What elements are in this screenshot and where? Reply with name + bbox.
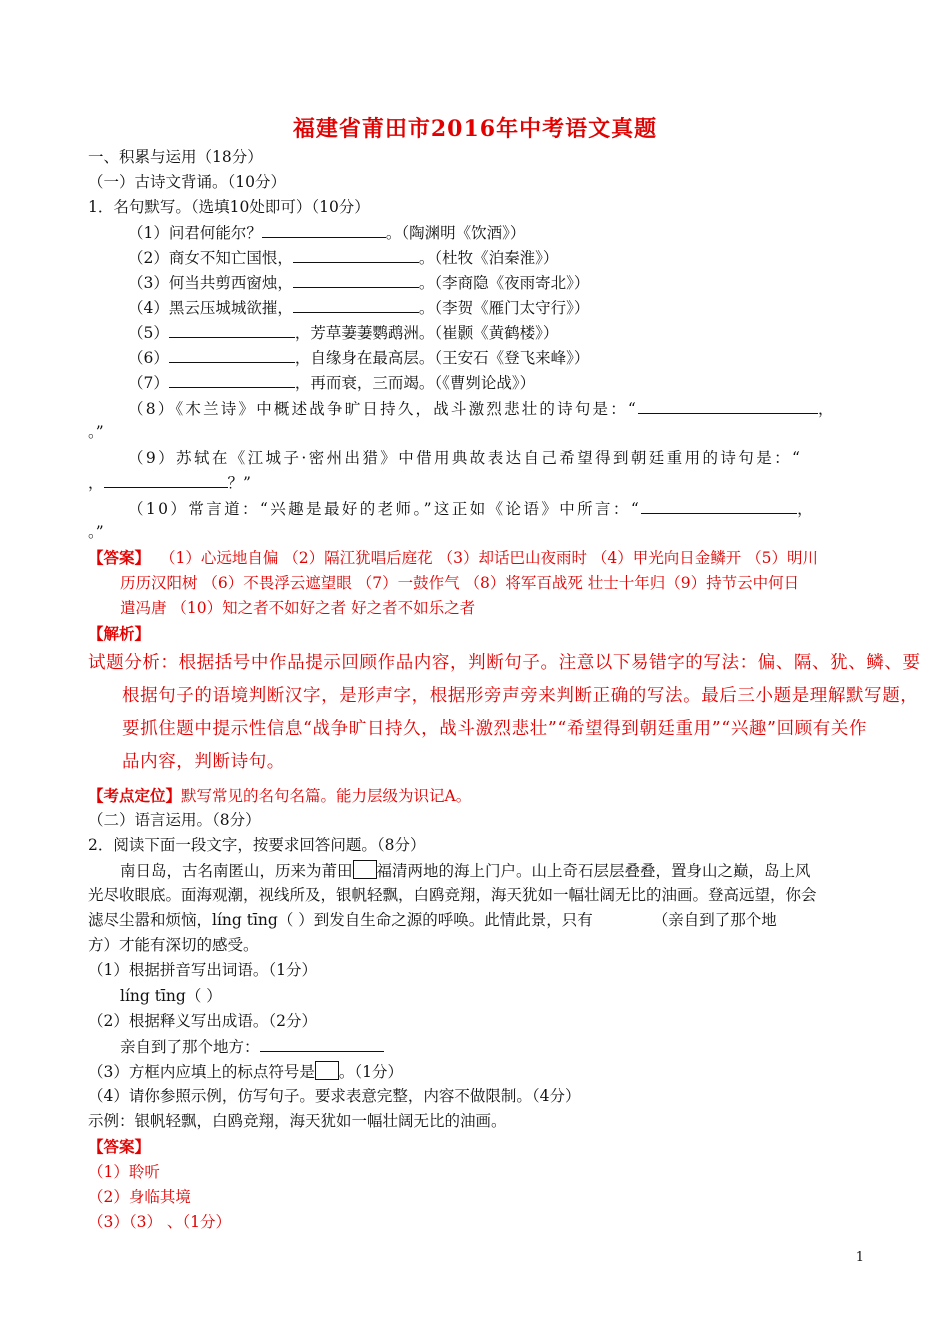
subsection-heading: （一）古诗文背诵。（10分）	[88, 173, 286, 191]
answer-line: （1）聆听	[88, 1163, 160, 1181]
fill-item-9-cont: ， ？”	[88, 474, 251, 492]
analysis-line: 试题分析：根据括号中作品提示回顾作品内容，判断句子。注意以下易错字的写法：偏、隔、犹、鳞、要	[88, 653, 921, 673]
answer-line: 遣冯唐 （10）知之者不如好之者 好之者不如乐之者	[120, 599, 476, 617]
section-heading: 一、积累与运用（18分）	[88, 148, 263, 166]
answer-blank[interactable]	[104, 472, 228, 488]
example-sentence: 示例：银帆轻飘，白鸥竞翔，海天犹如一幅壮阔无比的油画。	[88, 1112, 507, 1130]
kaodian-tag: 【考点定位】	[88, 786, 182, 805]
fill-item: （6） ，自缘身在最高层。（王安石《登飞来峰》）	[128, 349, 590, 367]
fill-item-9: （9）苏轼在《江城子·密州出猎》中借用典故表达自己希望得到朝廷重用的诗句是：“	[128, 449, 803, 467]
passage-line: 光尽收眼底。面海观潮，视线所及，银帆轻飘，白鸥竞翔，海天犹如一幅壮阔无比的油画。登高远望，你会	[88, 886, 817, 904]
answer-line: （1）心远地自偏 （2）隔江犹唱后庭花 （3）却话巴山夜雨时 （4）甲光向日金鳞开 （5）明川	[160, 549, 819, 567]
sub-question-3: （3）方框内应填上的标点符号是 。（1分）	[88, 1063, 403, 1081]
analysis-line: 要抓住题中提示性信息“战争旷日持久，战斗激烈悲壮”“希望得到朝廷重用”“兴趣”回顾有关作	[122, 719, 868, 739]
punctuation-box[interactable]	[315, 1061, 339, 1080]
page-title: 福建省莆田市2016年中考语文真题	[292, 116, 658, 142]
answer-blank[interactable]	[293, 272, 419, 288]
fill-item: （5） ，芳草萋萋鹦鹉洲。（崔颢《黄鹤楼》）	[128, 324, 559, 342]
answer-line: （3）（3） 、（1分）	[88, 1213, 232, 1231]
answer-blank[interactable]	[638, 398, 818, 414]
fill-item: （7） ，再而衰，三而竭。（《曹刿论战》）	[128, 374, 536, 392]
sub-question-2: （2）根据释义写出成语。（2分）	[88, 1012, 317, 1030]
analysis-tag: 【解析】	[88, 624, 151, 643]
answer-tag: 【答案】	[88, 548, 151, 567]
question-2: 2．阅读下面一段文字，按要求回答问题。（8分）	[88, 836, 426, 854]
sub-question-4: （4）请你参照示例，仿写句子。要求表意完整，内容不做限制。（4分）	[88, 1087, 581, 1105]
fill-item-8-cont: 。”	[88, 423, 104, 441]
question-1: 1．名句默写。（选填10处即可）（10分）	[88, 198, 370, 216]
answer-tag: 【答案】	[88, 1137, 151, 1156]
answer-blank[interactable]	[262, 222, 386, 238]
answer-blank[interactable]	[169, 347, 295, 363]
analysis-line: 品内容，判断诗句。	[122, 752, 285, 772]
fill-item: （3）何当共剪西窗烛， 。（李商隐《夜雨寄北》）	[128, 274, 590, 292]
fill-item-8: （8）《木兰诗》中概述战争旷日持久，战斗激烈悲壮的诗句是：“ ，	[128, 400, 836, 418]
answer-blank[interactable]	[169, 372, 295, 388]
subsection-heading: （二）语言运用。（8分）	[88, 811, 261, 829]
answer-blank[interactable]	[169, 322, 295, 338]
passage-line: 滤尽尘嚣和烦恼，líng tīng（ ）到发自生命之源的呼唤。此情此景，只有 （亲自到了那个地	[88, 911, 777, 929]
analysis-line: 根据句子的语境判断汉字，是形声字，根据形旁声旁来判断正确的写法。最后三小题是理解默写题，	[122, 686, 919, 706]
fill-item-10: （10）常言道：“兴趣是最好的老师。”这正如《论语》中所言：“ ，	[128, 500, 816, 518]
punctuation-box[interactable]	[353, 860, 377, 879]
answer-blank[interactable]	[641, 498, 797, 514]
fill-item: （2）商女不知亡国恨， 。（杜牧《泊秦淮》）	[128, 249, 559, 267]
passage-line: 南日岛，古名南匿山，历来为莆田 福清两地的海上门户。山上奇石层层叠叠，置身山之巅，岛上风	[120, 862, 811, 880]
answer-blank[interactable]	[293, 247, 419, 263]
fill-item-10-cont: 。”	[88, 523, 104, 541]
fill-item: （1）问君何能尔？ 。（陶渊明《饮酒》）	[128, 224, 526, 242]
page-number: 1	[855, 1250, 864, 1265]
answer-line: （2）身临其境	[88, 1188, 191, 1206]
fill-item: （4）黑云压城城欲摧， 。（李贺《雁门太守行》）	[128, 299, 590, 317]
idiom-answer: 亲自到了那个地方：	[120, 1036, 384, 1057]
kaodian-line: 【考点定位】默写常见的名句名篇。能力层级为识记A。	[88, 786, 472, 805]
answer-blank[interactable]	[293, 297, 419, 313]
sub-question-1: （1）根据拼音写出词语。（1分）	[88, 961, 317, 979]
answer-line: 历历汉阳树 （6）不畏浮云遮望眼 （7）一鼓作气 （8）将军百战死 壮士十年归（9）持节云中何日	[120, 574, 800, 592]
answer-blank[interactable]	[260, 1036, 384, 1052]
passage-line: 方）才能有深切的感受。	[88, 936, 259, 954]
pinyin-answer: líng tīng（ ）	[120, 987, 222, 1005]
